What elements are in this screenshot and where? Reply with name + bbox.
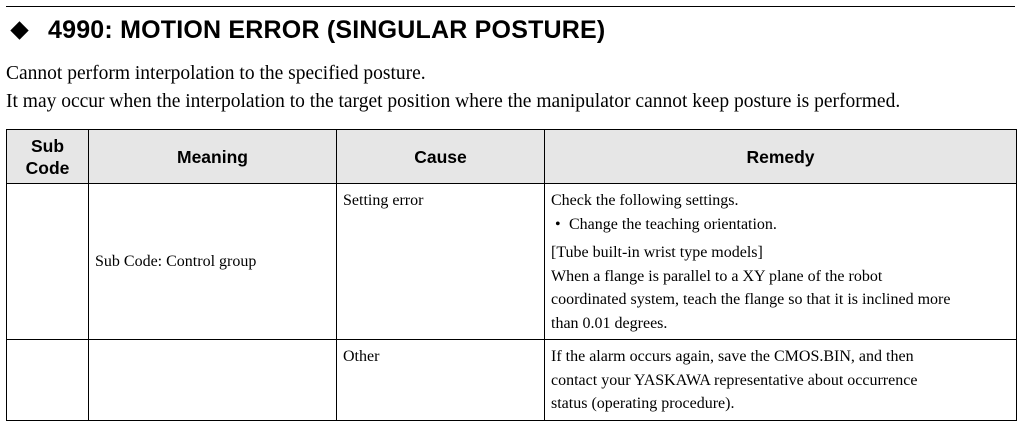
bullet-icon: • xyxy=(551,215,561,233)
alarm-title: 4990: MOTION ERROR (SINGULAR POSTURE) xyxy=(48,15,606,44)
table-row xyxy=(7,340,1017,421)
table-row xyxy=(7,184,1017,340)
header-remedy: Remedy xyxy=(545,130,1017,184)
top-divider xyxy=(6,6,1015,7)
header-meaning: Meaning xyxy=(89,130,337,184)
remedy-cell xyxy=(545,184,1017,340)
remedy-cell xyxy=(545,340,1017,421)
remedy-line-2: coordinated system, teach the flange so that it is inclined more xyxy=(551,291,951,308)
header-cause: Cause xyxy=(337,130,545,184)
remedy-bracket-label: [Tube built-in wrist type models] xyxy=(551,244,763,261)
remedy-bullet-list xyxy=(551,213,1011,237)
alarm-table xyxy=(6,129,1017,421)
description-line-2: It may occur when the interpolation to the target position where the manipulator cannot keep posture is performed. xyxy=(6,91,901,112)
remedy-intro: Check the following settings. xyxy=(551,192,739,209)
header-sub-code-line-2: Code xyxy=(25,157,70,178)
remedy-bullet-text: Change the teaching orientation. xyxy=(569,215,777,233)
cause-cell: Setting error xyxy=(337,184,545,340)
header-sub-code xyxy=(7,130,89,184)
remedy-line-3: than 0.01 degrees. xyxy=(551,314,668,332)
description-line-1: Cannot perform interpolation to the specified posture. xyxy=(6,63,426,84)
header-sub-code-line-1: Sub xyxy=(30,135,65,156)
sub-code-cell xyxy=(7,184,89,340)
alarm-description xyxy=(6,60,900,116)
diamond-bullet-icon xyxy=(10,21,28,39)
alarm-heading xyxy=(8,12,605,48)
sub-code-cell xyxy=(7,340,89,421)
remedy-line-2: contact your YASKAWA representative about occurrence xyxy=(551,371,918,389)
list-item xyxy=(551,213,1011,237)
table-header-row xyxy=(7,130,1017,184)
remedy-line-1: When a flange is parallel to a XY plane of the robot xyxy=(551,267,883,285)
remedy-line-1: If the alarm occurs again, save the CMOS.BIN, and then xyxy=(551,348,914,365)
meaning-cell: Sub Code: Control group xyxy=(89,184,337,340)
cause-cell: Other xyxy=(337,340,545,421)
meaning-cell xyxy=(89,340,337,421)
remedy-line-3: status (operating procedure). xyxy=(551,395,735,412)
